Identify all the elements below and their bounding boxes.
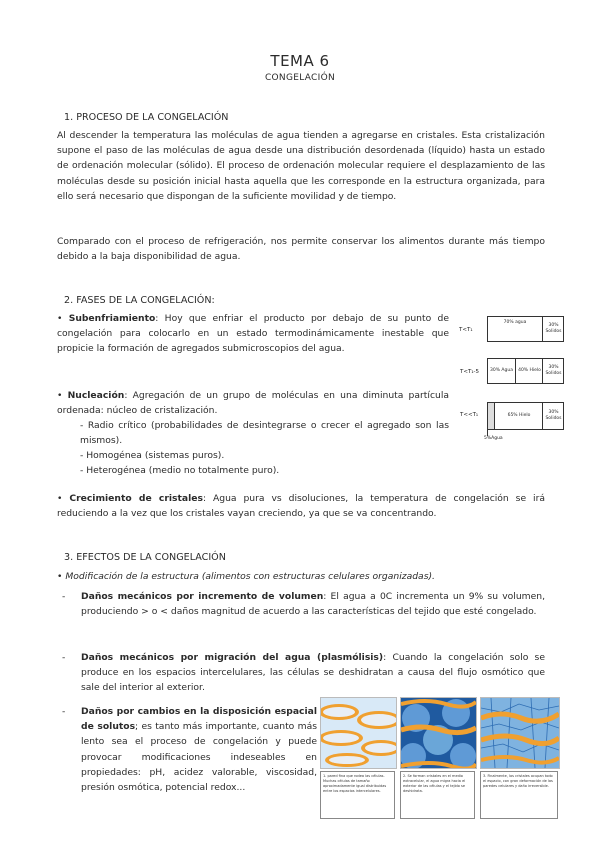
section-3-heading: 3. EFECTOS DE LA CONGELACIÓN <box>64 552 226 563</box>
diagram-row-label: T<T₁ <box>459 327 473 333</box>
freezing-illustration-2 <box>400 697 477 769</box>
illustration-caption-2: 2. Se forman cristales en el medio extracelular, el agua migra hacia el exterior de las células y el tejido se deshidrata. <box>400 771 475 819</box>
diagram-cell: 30% Agua <box>490 368 513 373</box>
crecimiento-bullet: • Crecimiento de cristales: Agua pura vs disoluciones, la temperatura de congelación se irá reduciendo a la vez que los cristales vayan creciendo, ya que se va concentrando. <box>57 493 546 520</box>
diagram-row-box <box>487 402 564 430</box>
subenfriamiento-text: : Hoy que enfriar el producto por debajo de su punto de congelación para colocarlo en un estado termodinámicamente inestable que propicie la formación de agregados submicroscopios del agua. <box>57 313 449 355</box>
diagram-row-label: T<<T₁ <box>460 412 479 418</box>
effect-item-volume: Daños mecánicos por incremento de volumen: El agua a 0C incrementa un 9% su volumen, produciendo > o < daños magnitud de acuerdo a las características del tejido que esté congelado. <box>81 591 545 618</box>
diagram-cell: 70% agua <box>503 320 527 325</box>
illustration-caption-1: 1. pared fina que rodea las células. Muchas células de tamaño aproximadamente igual distribuidas entre los espacios intercelulares. <box>320 771 395 819</box>
nucleacion-item: - Homogénea (sistemas puros). <box>80 450 225 461</box>
diagram-cell: 30% Solidos <box>542 359 564 383</box>
effect-item-plasmolysis: Daños mecánicos por migración del agua (plasmólisis): Cuando la congelación solo se produce en los espacios intercelulares, las células se deshidratan a causa del flujo osmótico que sale del interior al exterior. <box>81 652 545 694</box>
crecimiento-label: Crecimiento de cristales <box>69 493 203 504</box>
section-2-heading: 2. FASES DE LA CONGELACIÓN: <box>64 295 215 306</box>
crecimiento-text: : Agua pura vs disoluciones, la temperatura de congelación se irá reduciendo a la vez que los cristales vayan creciendo, ya que se va concentrando. <box>57 493 546 520</box>
diagram-row-label: T<T₁-5 <box>460 369 480 375</box>
diagram-footnote: 5%Agua <box>484 436 503 441</box>
nucleacion-text: : Agregación de un grupo de moléculas en una diminuta partícula ordenada: núcleo de cristalización. <box>57 390 449 417</box>
subenfriamiento-label: Subenfriamiento <box>68 313 156 324</box>
freezing-illustration-3 <box>480 697 560 769</box>
diagram-cell: 65% Hielo <box>494 403 543 429</box>
page-subtitle: CONGELACIÓN <box>264 73 336 83</box>
diagram-row-box <box>487 316 564 342</box>
nucleacion-label: Nucleación <box>67 390 125 401</box>
diagram-cell: 30% Solidos <box>542 317 564 341</box>
section-1-paragraph-1: Al descender la temperatura las moléculas de agua tienden a agregarse en cristales. Esta cristalización supone el paso de las moléculas de agua desde una distribución desordenada (líquido) hasta un estado de ordenación molecular (sólido). El proceso de ordenación molecular requiere el desplazamiento de las moléculas desde su posición inicial hasta aquella que les corresponde en la estructura organizada, para ello será necesario que dispongan de la suficiente movilidad y de tiempo. <box>57 130 545 202</box>
effect-item-solutes: Daños por cambios en la disposición espacial de solutos; es tanto más importante, cuanto más lento sea el proceso de congelación y puede provocar modificaciones indeseables en propiedades: pH, acidez valorable, viscosidad, presión osmótica, potencial redox... <box>81 706 317 794</box>
section-3-intro: • Modificación de la estructura (alimentos con estructuras celulares organizadas). <box>57 571 435 582</box>
subenfriamiento-bullet: • Subenfriamiento: Hoy que enfriar el producto por debajo de su punto de congelación para colocarlo en un estado termodinámicamente inestable que propicie la formación de agregados submicroscopios del agua. <box>57 313 449 355</box>
diagram-cell: 30% Solidos <box>542 403 564 429</box>
nucleacion-bullet: • Nucleación: Agregación de un grupo de moléculas en una diminuta partícula ordenada: núcleo de cristalización. <box>57 390 449 417</box>
diagram-cell: 40% Hielo <box>515 359 543 383</box>
section-1-paragraph-2: Comparado con el proceso de refrigeración, nos permite conservar los alimentos durante más tiempo debido a la baja disponibilidad de agua. <box>57 236 545 263</box>
freezing-illustration-1 <box>320 697 397 769</box>
section-1-heading: 1. PROCESO DE LA CONGELACIÓN <box>64 112 229 123</box>
diagram-row-box <box>487 358 564 384</box>
illustration-caption-3: 3. Finalmente, los cristales ocupan todo el espacio, con gran deformación de las paredes celulares y daño irreversible. <box>480 771 558 819</box>
nucleacion-item: - Heterogénea (medio no totalmente puro). <box>80 465 280 476</box>
page-title: TEMA 6 <box>270 52 330 70</box>
nucleacion-item: - Radio crítico (probabilidades de desintegrarse o crecer el agregado son las mismos). <box>80 420 449 447</box>
